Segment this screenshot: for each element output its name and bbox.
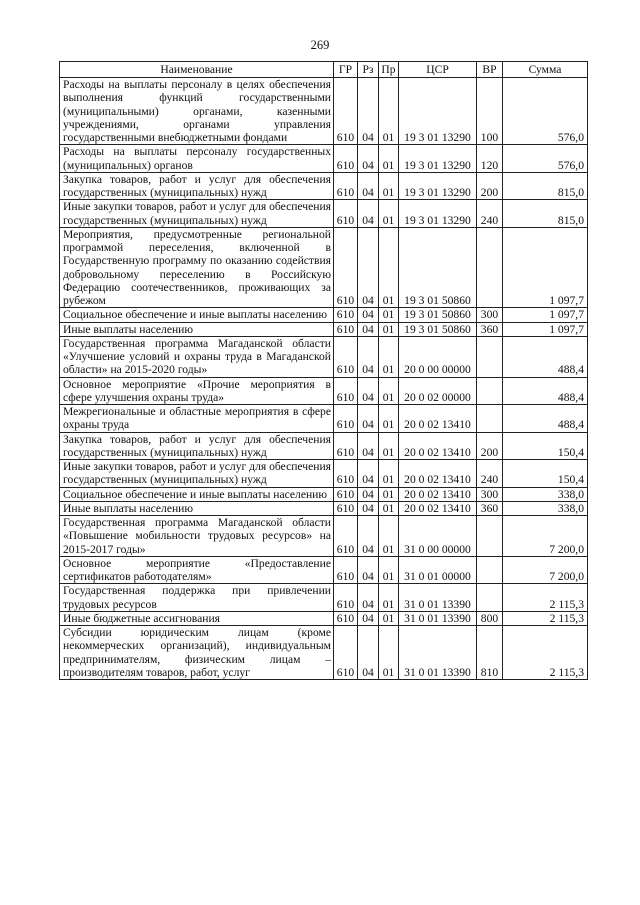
cell-sum: 488,4: [503, 405, 588, 433]
cell-sum: 576,0: [503, 78, 588, 145]
cell-gr: 610: [334, 460, 358, 488]
cell-vr: [477, 516, 503, 557]
cell-pr: 01: [379, 172, 399, 200]
cell-vr: 300: [477, 308, 503, 322]
cell-sum: 815,0: [503, 172, 588, 200]
cell-gr: 610: [334, 405, 358, 433]
table-row: [60, 501, 588, 515]
cell-pr: 01: [379, 501, 399, 515]
cell-csr: 31 0 01 00000: [399, 556, 477, 584]
cell-csr: 20 0 02 13410: [399, 405, 477, 433]
budget-table: [59, 61, 588, 680]
cell-sum: 576,0: [503, 145, 588, 173]
cell-rz: 04: [358, 516, 379, 557]
cell-pr: 01: [379, 584, 399, 612]
cell-vr: 100: [477, 78, 503, 145]
cell-rz: 04: [358, 611, 379, 625]
table-row: [60, 377, 588, 405]
cell-vr: [477, 584, 503, 612]
cell-csr: 20 0 02 00000: [399, 377, 477, 405]
cell-name: Иные закупки товаров, работ и услуг для обеспечения государственных (муниципальных) нужд: [60, 460, 334, 488]
cell-gr: 610: [334, 611, 358, 625]
table-row: [60, 405, 588, 433]
cell-rz: 04: [358, 377, 379, 405]
cell-sum: 7 200,0: [503, 516, 588, 557]
table-row: [60, 200, 588, 228]
table-row: [60, 172, 588, 200]
cell-pr: 01: [379, 227, 399, 308]
cell-sum: 338,0: [503, 501, 588, 515]
table-row: [60, 322, 588, 336]
cell-name: Основное мероприятие «Прочие мероприятия в сфере улучшения охраны труда»: [60, 377, 334, 405]
table-row: [60, 516, 588, 557]
cell-pr: 01: [379, 556, 399, 584]
cell-pr: 01: [379, 432, 399, 460]
cell-rz: 04: [358, 584, 379, 612]
cell-csr: 19 3 01 50860: [399, 308, 477, 322]
cell-vr: 360: [477, 322, 503, 336]
table-row: [60, 626, 588, 680]
cell-pr: 01: [379, 200, 399, 228]
cell-name: Социальное обеспечение и иные выплаты населению: [60, 487, 334, 501]
cell-name: Закупка товаров, работ и услуг для обеспечения государственных (муниципальных) нужд: [60, 172, 334, 200]
cell-csr: 20 0 02 13410: [399, 460, 477, 488]
header-row: [60, 62, 588, 78]
cell-vr: 200: [477, 172, 503, 200]
cell-gr: 610: [334, 200, 358, 228]
cell-pr: 01: [379, 405, 399, 433]
cell-vr: 300: [477, 487, 503, 501]
cell-rz: 04: [358, 556, 379, 584]
header-pr: Пр: [379, 62, 399, 78]
header-name: Наименование: [60, 62, 334, 78]
header-gr: ГР: [334, 62, 358, 78]
cell-name: Иные закупки товаров, работ и услуг для обеспечения государственных (муниципальных) нужд: [60, 200, 334, 228]
cell-gr: 610: [334, 516, 358, 557]
cell-csr: 31 0 01 13390: [399, 626, 477, 680]
cell-pr: 01: [379, 322, 399, 336]
cell-pr: 01: [379, 611, 399, 625]
cell-csr: 20 0 00 00000: [399, 336, 477, 377]
cell-vr: 120: [477, 145, 503, 173]
cell-rz: 04: [358, 501, 379, 515]
cell-sum: 7 200,0: [503, 556, 588, 584]
cell-vr: 240: [477, 200, 503, 228]
cell-pr: 01: [379, 460, 399, 488]
cell-pr: 01: [379, 308, 399, 322]
header-vr: ВР: [477, 62, 503, 78]
cell-pr: 01: [379, 487, 399, 501]
cell-gr: 610: [334, 556, 358, 584]
table-row: [60, 78, 588, 145]
cell-vr: 800: [477, 611, 503, 625]
table-row: [60, 145, 588, 173]
header-sum: Сумма: [503, 62, 588, 78]
cell-csr: 19 3 01 13290: [399, 172, 477, 200]
cell-sum: 338,0: [503, 487, 588, 501]
cell-csr: 19 3 01 13290: [399, 78, 477, 145]
cell-csr: 19 3 01 50860: [399, 322, 477, 336]
cell-rz: 04: [358, 78, 379, 145]
table-row: [60, 308, 588, 322]
cell-pr: 01: [379, 78, 399, 145]
cell-csr: 31 0 01 13390: [399, 611, 477, 625]
cell-vr: 810: [477, 626, 503, 680]
cell-csr: 20 0 02 13410: [399, 487, 477, 501]
cell-pr: 01: [379, 145, 399, 173]
cell-rz: 04: [358, 405, 379, 433]
cell-csr: 20 0 02 13410: [399, 501, 477, 515]
cell-csr: 31 0 01 13390: [399, 584, 477, 612]
cell-rz: 04: [358, 308, 379, 322]
cell-name: Государственная программа Магаданской области «Улучшение условий и охраны труда в Магаданской области» на 2015-2020 годы»: [60, 336, 334, 377]
cell-sum: 815,0: [503, 200, 588, 228]
cell-vr: [477, 405, 503, 433]
cell-gr: 610: [334, 336, 358, 377]
table-row: [60, 556, 588, 584]
cell-vr: [477, 227, 503, 308]
cell-pr: 01: [379, 336, 399, 377]
cell-name: Государственная поддержка при привлечении трудовых ресурсов: [60, 584, 334, 612]
cell-csr: 20 0 02 13410: [399, 432, 477, 460]
cell-rz: 04: [358, 336, 379, 377]
header-rz: Рз: [358, 62, 379, 78]
cell-rz: 04: [358, 487, 379, 501]
table-row: [60, 487, 588, 501]
cell-name: Социальное обеспечение и иные выплаты населению: [60, 308, 334, 322]
cell-name: Иные выплаты населению: [60, 501, 334, 515]
cell-sum: 2 115,3: [503, 584, 588, 612]
cell-gr: 610: [334, 432, 358, 460]
header-csr: ЦСР: [399, 62, 477, 78]
table-row: [60, 611, 588, 625]
cell-sum: 150,4: [503, 432, 588, 460]
cell-name: Межрегиональные и областные мероприятия в сфере охраны труда: [60, 405, 334, 433]
cell-gr: 610: [334, 501, 358, 515]
cell-rz: 04: [358, 200, 379, 228]
cell-pr: 01: [379, 377, 399, 405]
cell-csr: 19 3 01 13290: [399, 200, 477, 228]
page-number: 269: [310, 38, 330, 52]
cell-gr: 610: [334, 322, 358, 336]
cell-gr: 610: [334, 308, 358, 322]
cell-name: Мероприятия, предусмотренные региональной программой переселения, включенной в Государственную программу по оказанию содействия добровольному переселению в Российскую Федерацию соотечественников, проживающих за рубежом: [60, 227, 334, 308]
cell-gr: 610: [334, 377, 358, 405]
cell-name: Государственная программа Магаданской области «Повышение мобильности трудовых ресурсов» на 2015-2017 годы»: [60, 516, 334, 557]
cell-sum: 1 097,7: [503, 308, 588, 322]
cell-rz: 04: [358, 227, 379, 308]
cell-csr: 31 0 00 00000: [399, 516, 477, 557]
cell-sum: 2 115,3: [503, 611, 588, 625]
cell-rz: 04: [358, 460, 379, 488]
cell-vr: [477, 336, 503, 377]
cell-gr: 610: [334, 145, 358, 173]
cell-name: Субсидии юридическим лицам (кроме некоммерческих организаций), индивидуальным предпринимателям, физическим лицам – производителям товаров, работ, услуг: [60, 626, 334, 680]
cell-vr: [477, 556, 503, 584]
cell-csr: 19 3 01 50860: [399, 227, 477, 308]
cell-vr: 360: [477, 501, 503, 515]
table-row: [60, 460, 588, 488]
cell-name: Расходы на выплаты персоналу государственных (муниципальных) органов: [60, 145, 334, 173]
cell-vr: 200: [477, 432, 503, 460]
cell-name: Расходы на выплаты персоналу в целях обеспечения выполнения функций государственными (муниципальными) органами, казенными учреждениями, органами управления государственными внебюджетными фондами: [60, 78, 334, 145]
cell-sum: 150,4: [503, 460, 588, 488]
cell-rz: 04: [358, 172, 379, 200]
cell-name: Основное мероприятие «Предоставление сертификатов работодателям»: [60, 556, 334, 584]
cell-rz: 04: [358, 145, 379, 173]
table-row: [60, 336, 588, 377]
cell-gr: 610: [334, 78, 358, 145]
cell-pr: 01: [379, 626, 399, 680]
cell-csr: 19 3 01 13290: [399, 145, 477, 173]
table-row: [60, 227, 588, 308]
table-body: [60, 78, 588, 680]
cell-name: Закупка товаров, работ и услуг для обеспечения государственных (муниципальных) нужд: [60, 432, 334, 460]
cell-vr: [477, 377, 503, 405]
cell-gr: 610: [334, 487, 358, 501]
cell-gr: 610: [334, 584, 358, 612]
cell-gr: 610: [334, 626, 358, 680]
table-row: [60, 584, 588, 612]
cell-name: Иные выплаты населению: [60, 322, 334, 336]
cell-sum: 1 097,7: [503, 322, 588, 336]
cell-rz: 04: [358, 626, 379, 680]
cell-rz: 04: [358, 432, 379, 460]
cell-sum: 2 115,3: [503, 626, 588, 680]
cell-sum: 488,4: [503, 336, 588, 377]
table-row: [60, 432, 588, 460]
cell-name: Иные бюджетные ассигнования: [60, 611, 334, 625]
cell-rz: 04: [358, 322, 379, 336]
cell-pr: 01: [379, 516, 399, 557]
cell-sum: 488,4: [503, 377, 588, 405]
cell-vr: 240: [477, 460, 503, 488]
cell-gr: 610: [334, 172, 358, 200]
cell-gr: 610: [334, 227, 358, 308]
cell-sum: 1 097,7: [503, 227, 588, 308]
